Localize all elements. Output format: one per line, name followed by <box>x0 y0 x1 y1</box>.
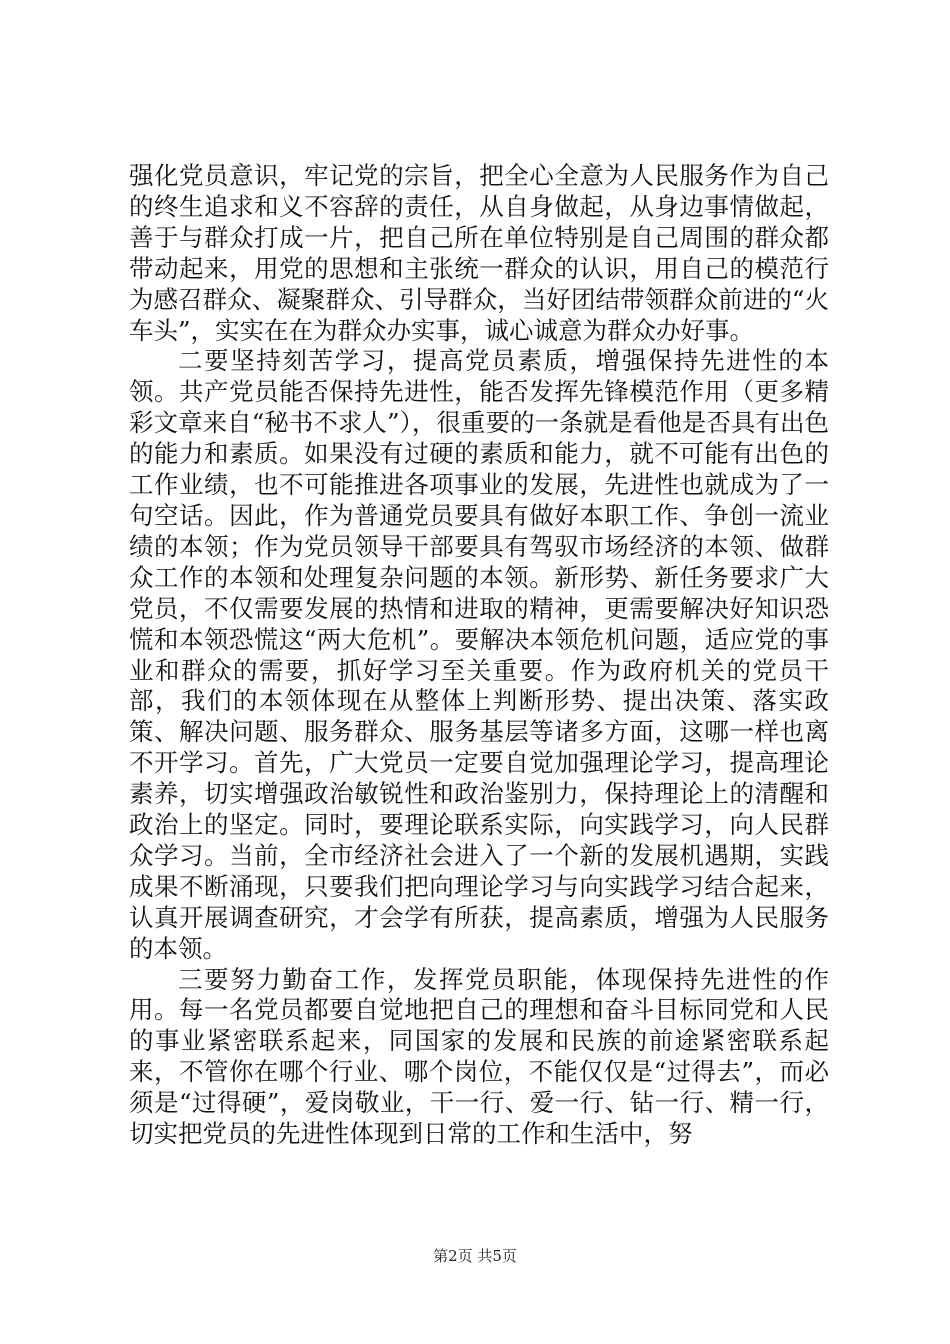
document-body <box>129 161 829 1150</box>
paragraph-continuation: 强化党员意识，牢记党的宗旨，把全心全意为人民服务作为自己的终生追求和义不容辞的责任，从自身做起，从身边事情做起，善于与群众打成一片，把自己所在单位特别是自己周围的群众都带动起来，用党的思想和主张统一群众的认识，用自己的模范行为感召群众、凝聚群众、引导群众，当好团结带领群众前进的“火车头”，实实在在为群众办实事，诚心诚意为群众办好事。 <box>129 161 829 345</box>
page-number-footer: 第2页 共5页 <box>433 1247 517 1265</box>
paragraph-third-requirement: 三要努力勤奋工作，发挥党员职能，体现保持先进性的作用。每一名党员都要自觉地把自己的理想和奋斗目标同党和人民的事业紧密联系起来，同国家的发展和民族的前途紧密联系起来，不管你在哪个行业、哪个岗位，不能仅仅是“过得去”，而必须是“过得硬”，爱岗敬业，干一行、爱一行、钻一行、精一行，切实把党员的先进性体现到日常的工作和生活中，努 <box>129 964 829 1149</box>
paragraph-second-requirement: 二要坚持刻苦学习，提高党员素质，增强保持先进性的本领。共产党员能否保持先进性，能否发挥先锋模范作用（更多精彩文章来自“秘书不求人”），很重要的一条就是看他是否具有出色的能力和素质。如果没有过硬的素质和能力，就不可能有出色的工作业绩，也不可能推进各项事业的发展，先进性也就成为了一句空话。因此，作为普通党员要具有做好本职工作、争创一流业绩的本领；作为党员领导干部要具有驾驭市场经济的本领、做群众工作的本领和处理复杂问题的本领。新形势、新任务要求广大党员，不仅需要发展的热情和进取的精神，更需要解决好知识恐慌和本领恐慌这“两大危机”。要解决本领危机问题，适应党的事业和群众的需要，抓好学习至关重要。作为政府机关的党员干部，我们的本领体现在从整体上判断形势、提出决策、落实政策、解决问题、服务群众、服务基层等诸多方面，这哪一样也离不开学习。首先，广大党员一定要自觉加强理论学习，提高理论素养，切实增强政治敏锐性和政治鉴别力，保持理论上的清醒和政治上的坚定。同时，要理论联系实际，向实践学习，向人民群众学习。当前，全市经济社会进入了一个新的发展机遇期，实践成果不断涌现，只要我们把向理论学习与向实践学习结合起来，认真开展调查研究，才会学有所获，提高素质，增强为人民服务的本领。 <box>129 346 829 963</box>
